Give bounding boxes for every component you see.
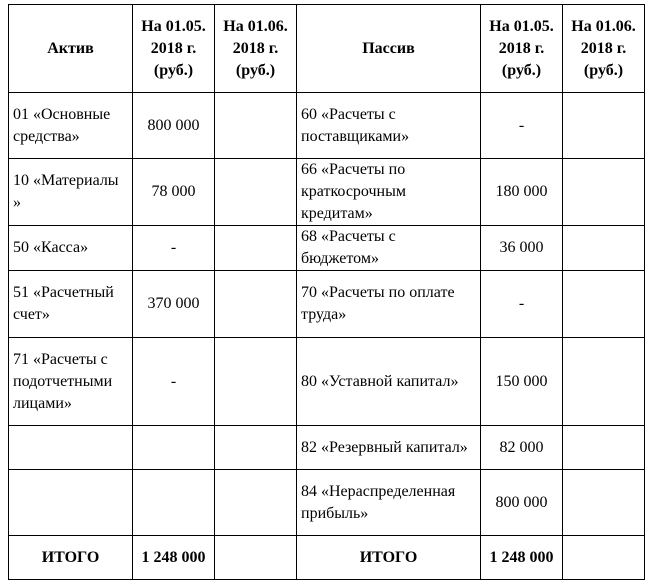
header-asset-date2: На 01.06. 2018 г. (руб.) — [215, 5, 297, 93]
asset-value-date2 — [215, 93, 297, 159]
liability-value-date2 — [563, 226, 645, 271]
asset-account: 01 «Основные средства» — [9, 93, 133, 159]
liability-account: 60 «Расчеты с поставщиками» — [297, 93, 481, 159]
liability-value-date2 — [563, 470, 645, 536]
table-row — [9, 226, 645, 271]
liability-value-date1: 82 000 — [481, 426, 563, 470]
liability-account: 82 «Резервный капитал» — [297, 426, 481, 470]
asset-total-label: ИТОГО — [9, 536, 133, 580]
asset-account — [9, 470, 133, 536]
liability-account: 70 «Расчеты по оплате труда» — [297, 271, 481, 338]
liability-value-date2 — [563, 426, 645, 470]
asset-value-date1: 370 000 — [133, 271, 215, 338]
liability-value-date1: 150 000 — [481, 338, 563, 426]
asset-value-date2 — [215, 159, 297, 226]
asset-value-date2 — [215, 426, 297, 470]
asset-account: 10 «Материалы » — [9, 159, 133, 226]
liability-value-date2 — [563, 93, 645, 159]
asset-value-date1: - — [133, 226, 215, 271]
table-row — [9, 159, 645, 226]
header-liab-date1: На 01.05. 2018 г. (руб.) — [481, 5, 563, 93]
liability-value-date1: - — [481, 271, 563, 338]
table-row — [9, 271, 645, 338]
asset-account: 71 «Расчеты с подотчетными лицами» — [9, 338, 133, 426]
asset-value-date2 — [215, 338, 297, 426]
asset-value-date2 — [215, 470, 297, 536]
table-row — [9, 470, 645, 536]
liability-value-date1: 36 000 — [481, 226, 563, 271]
liability-value-date1: 180 000 — [481, 159, 563, 226]
liability-account: 68 «Расчеты с бюджетом» — [297, 226, 481, 271]
liability-account: 84 «Нераспределенная прибыль» — [297, 470, 481, 536]
liability-value-date2 — [563, 271, 645, 338]
header-row — [9, 5, 645, 93]
asset-account — [9, 426, 133, 470]
table-row — [9, 426, 645, 470]
asset-total-date1: 1 248 000 — [133, 536, 215, 580]
asset-value-date1 — [133, 426, 215, 470]
table-row — [9, 93, 645, 159]
balance-sheet-table — [8, 4, 645, 580]
liability-value-date1: 800 000 — [481, 470, 563, 536]
liability-value-date2 — [563, 159, 645, 226]
liability-total-date1: 1 248 000 — [481, 536, 563, 580]
header-asset-date1: На 01.05. 2018 г. (руб.) — [133, 5, 215, 93]
asset-account: 51 «Расчетный счет» — [9, 271, 133, 338]
table-row — [9, 338, 645, 426]
asset-account: 50 «Касса» — [9, 226, 133, 271]
asset-value-date2 — [215, 271, 297, 338]
header-asset: Актив — [9, 5, 133, 93]
asset-value-date1: 78 000 — [133, 159, 215, 226]
liability-total-label: ИТОГО — [297, 536, 481, 580]
asset-value-date2 — [215, 226, 297, 271]
asset-value-date1 — [133, 470, 215, 536]
liability-account: 66 «Расчеты по краткосрочным кредитам» — [297, 159, 481, 226]
asset-value-date1: - — [133, 338, 215, 426]
liability-value-date2 — [563, 338, 645, 426]
liability-account: 80 «Уставной капитал» — [297, 338, 481, 426]
header-liab-date2: На 01.06. 2018 г. (руб.) — [563, 5, 645, 93]
header-liability: Пассив — [297, 5, 481, 93]
liability-value-date1: - — [481, 93, 563, 159]
asset-value-date1: 800 000 — [133, 93, 215, 159]
